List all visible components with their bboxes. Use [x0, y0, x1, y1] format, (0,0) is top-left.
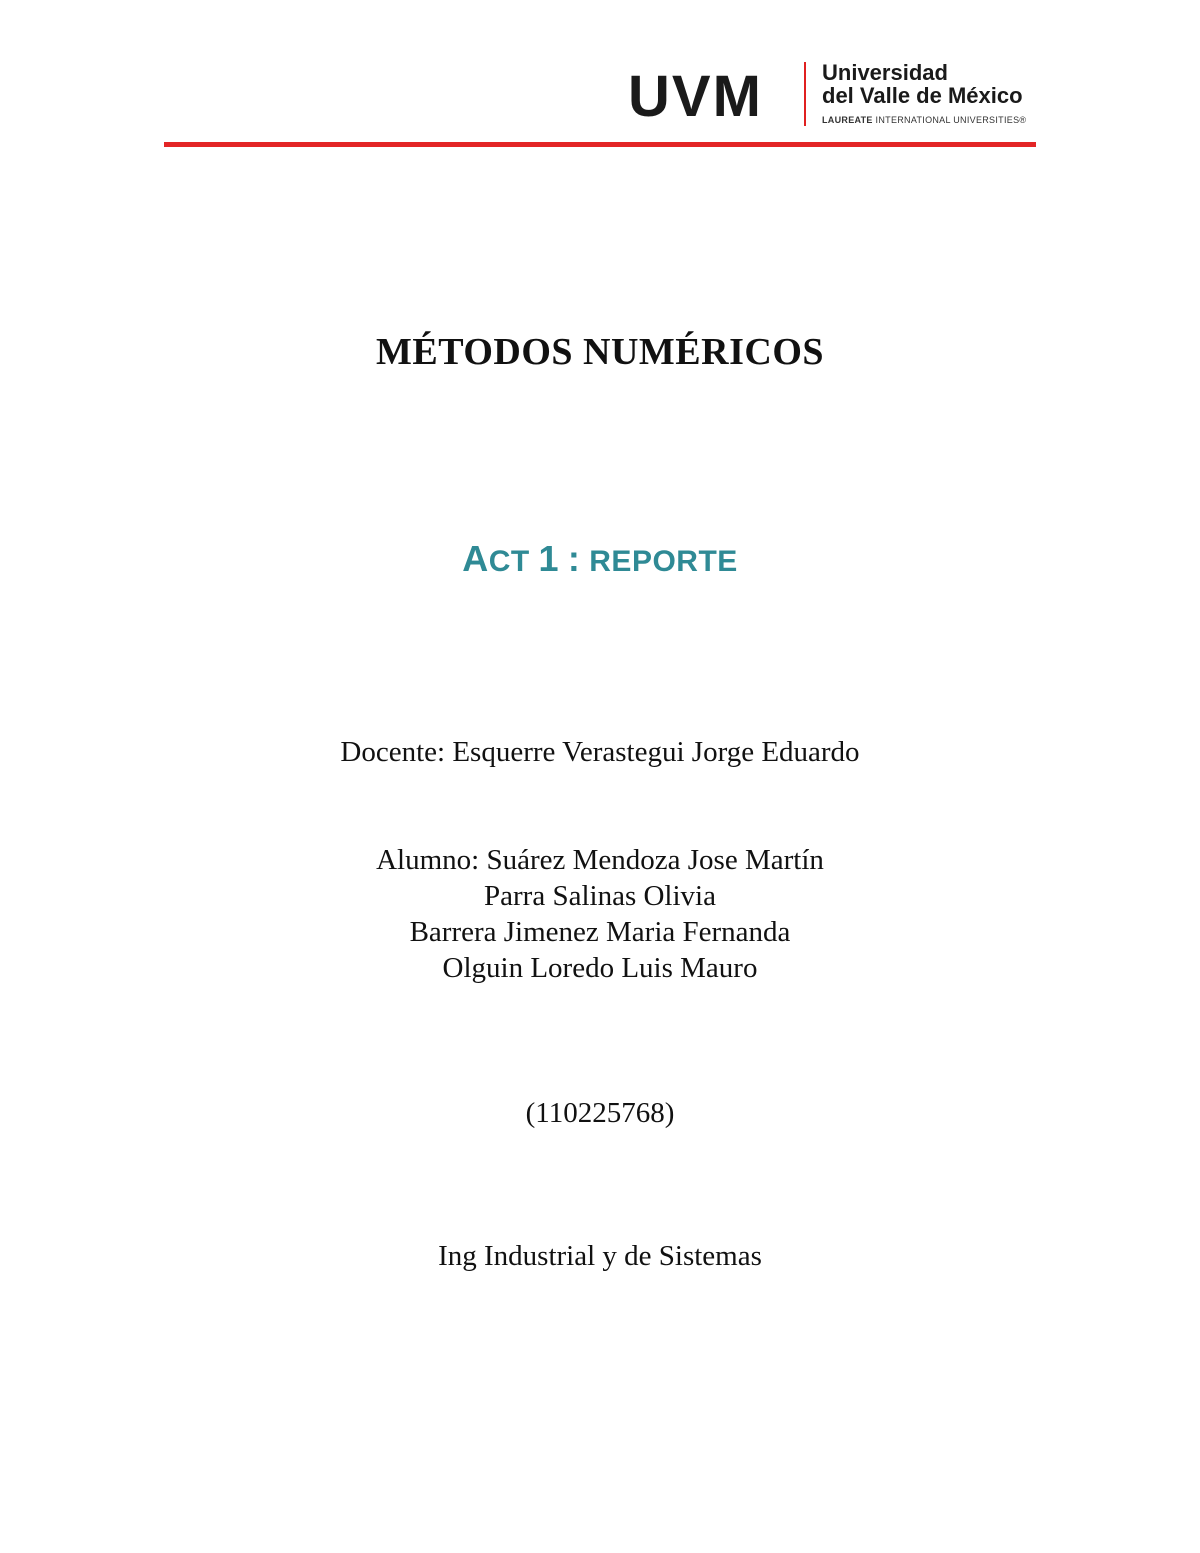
activity-heading	[0, 535, 1200, 586]
activity-number: 1	[538, 538, 560, 579]
university-name-line1: Universidad	[822, 60, 948, 85]
activity-separator: :	[567, 538, 581, 579]
university-name-line2: del Valle de México	[822, 83, 1023, 108]
alumno-line-2: Parra Salinas Olivia	[484, 880, 716, 912]
id-number: (110225768)	[525, 1097, 675, 1129]
document-title: MÉTODOS NUMÉRICOS	[375, 331, 825, 373]
laureate-rest: INTERNATIONAL UNIVERSITIES®	[875, 115, 1027, 125]
header-red-rule	[164, 142, 1036, 147]
uvm-logo	[628, 58, 1038, 130]
uvm-logo-mark: UVM	[628, 64, 763, 129]
career-line: Ing Industrial y de Sistemas	[438, 1240, 762, 1272]
docente-line: Docente: Esquerre Verastegui Jorge Eduardo	[340, 736, 860, 768]
laureate-tagline	[822, 115, 1026, 125]
alumno-line-3: Barrera Jimenez Maria Fernanda	[409, 916, 791, 948]
activity-initial: A	[462, 538, 489, 579]
activity-prefix: CT	[488, 545, 530, 578]
alumno-line-4: Olguin Loredo Luis Mauro	[442, 952, 758, 984]
alumno-line-1: Alumno: Suárez Mendoza Jose Martín	[376, 844, 824, 876]
laureate-bold: LAUREATE	[822, 115, 873, 125]
logo-divider	[804, 62, 806, 126]
activity-label: REPORTE	[589, 545, 738, 578]
